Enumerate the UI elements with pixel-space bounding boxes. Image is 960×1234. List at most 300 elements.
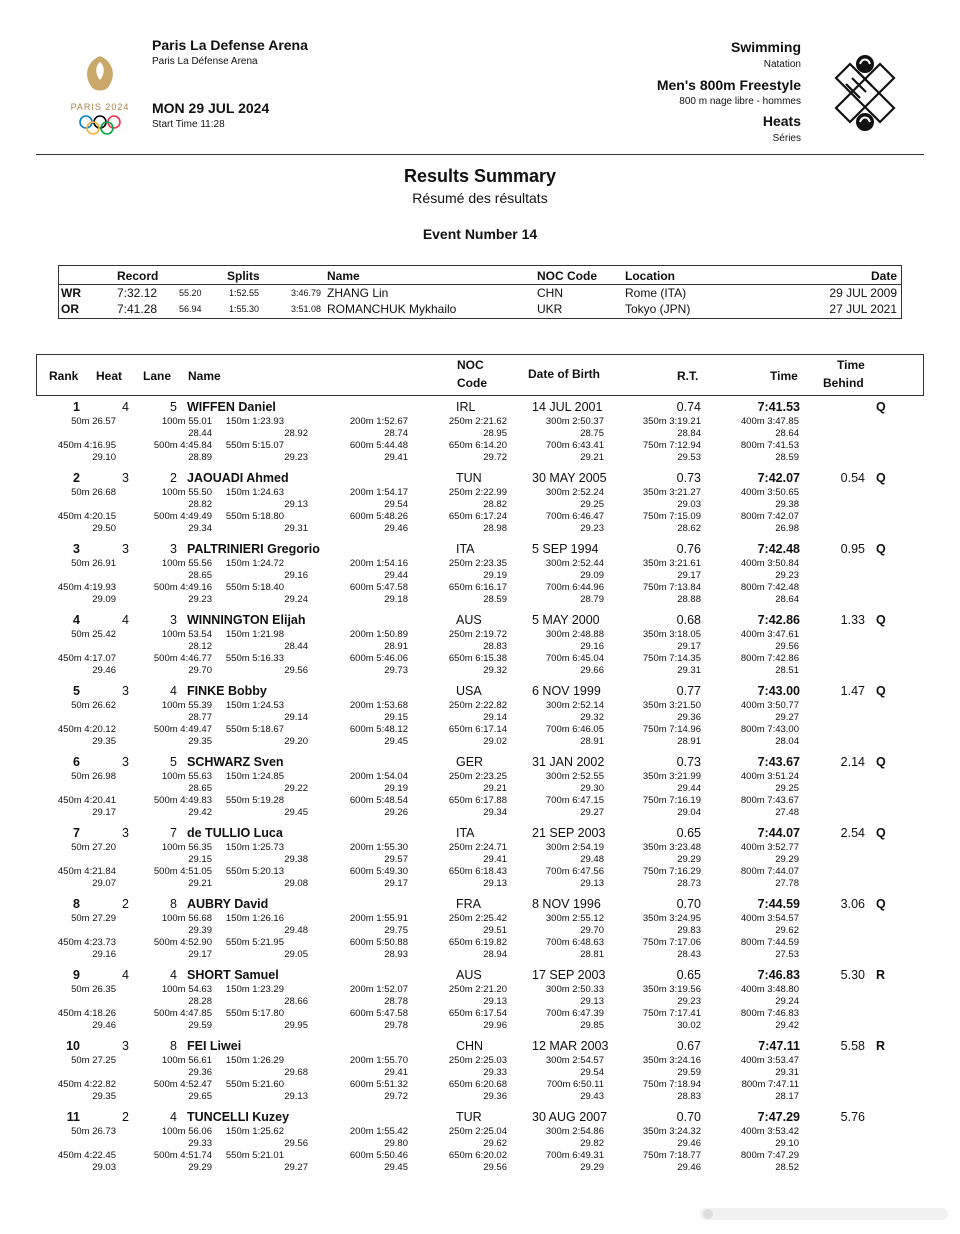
- lap-time: 28.44: [284, 641, 308, 652]
- qualification-mark: Q: [876, 755, 886, 769]
- records-table: [58, 265, 902, 319]
- lap-time: 29.27: [580, 807, 604, 818]
- final-time: 7:46.83: [757, 968, 800, 982]
- athlete-name: JAOUADI Ahmed: [187, 471, 289, 485]
- date-of-birth: 30 MAY 2005: [532, 471, 607, 485]
- lap-time: 29.03: [677, 499, 701, 510]
- record-date: 27 JUL 2021: [829, 302, 897, 316]
- split-time: 650m 6:17.14: [448, 724, 507, 735]
- split-time: 350m 3:21.99: [642, 771, 701, 782]
- split-time: 50m 26.91: [71, 558, 116, 569]
- records-header-date: Date: [870, 269, 897, 283]
- split-time: 350m 3:18.05: [642, 629, 701, 640]
- split-time: 100m 55.39: [161, 700, 212, 711]
- lap-time: 29.83: [677, 925, 701, 936]
- lap-time: 29.53: [677, 452, 701, 463]
- records-header-location: Location: [625, 269, 675, 283]
- col-lane: Lane: [143, 369, 172, 383]
- split-time: 600m 5:44.48: [349, 440, 408, 451]
- final-time: 7:43.67: [757, 755, 800, 769]
- lap-time: 29.50: [92, 523, 116, 534]
- lap-time: 29.31: [284, 523, 308, 534]
- reaction-time: 0.65: [676, 968, 701, 982]
- time-behind: 2.54: [840, 826, 865, 840]
- lap-time: 29.33: [483, 1067, 507, 1078]
- date-of-birth: 5 SEP 1994: [532, 542, 599, 556]
- record-noc: UKR: [537, 302, 563, 316]
- athlete-row: [0, 400, 960, 471]
- lap-time: 29.14: [483, 712, 507, 723]
- record-noc: CHN: [537, 286, 563, 300]
- split-time: 500m 4:49.47: [153, 724, 212, 735]
- split-time: 400m 3:50.77: [740, 700, 799, 711]
- date-of-birth: 31 JAN 2002: [532, 755, 605, 769]
- lane: 2: [170, 471, 177, 485]
- split-time: 800m 7:42.07: [740, 511, 799, 522]
- lap-time: 29.04: [677, 807, 701, 818]
- page-title-fr: Résumé des résultats: [412, 190, 548, 206]
- split-time: 800m 7:42.48: [740, 582, 799, 593]
- lap-time: 29.59: [677, 1067, 701, 1078]
- athlete-name: FEI Liwei: [187, 1039, 242, 1053]
- lap-time: 29.13: [483, 878, 507, 889]
- split-time: 400m 3:54.57: [740, 913, 799, 924]
- lap-time: 28.82: [483, 499, 507, 510]
- lap-time: 28.28: [188, 996, 212, 1007]
- lap-time: 29.31: [677, 665, 701, 676]
- split-time: 250m 2:21.62: [448, 416, 507, 427]
- rank: 9: [73, 968, 80, 982]
- split-time: 750m 7:18.77: [642, 1150, 701, 1161]
- lap-time: 29.72: [483, 452, 507, 463]
- lap-time: 29.05: [284, 949, 308, 960]
- qualification-mark: R: [876, 1039, 886, 1053]
- lap-time: 29.59: [188, 1020, 212, 1031]
- lap-time: 29.46: [677, 1162, 701, 1173]
- lane: 8: [170, 1039, 177, 1053]
- split-time: 800m 7:42.86: [740, 653, 799, 664]
- split-time: 300m 2:55.12: [545, 913, 604, 924]
- split-time: 100m 56.06: [161, 1126, 212, 1137]
- split-time: 50m 27.29: [71, 913, 116, 924]
- lap-time: 28.44: [188, 428, 212, 439]
- split-time: 600m 5:46.06: [349, 653, 408, 664]
- lap-time: 28.43: [677, 949, 701, 960]
- noc-code: AUS: [456, 968, 482, 982]
- lap-time: 28.78: [384, 996, 408, 1007]
- lap-time: 29.70: [188, 665, 212, 676]
- lap-time: 29.45: [284, 807, 308, 818]
- split-time: 150m 1:26.29: [225, 1055, 284, 1066]
- lap-time: 29.13: [284, 499, 308, 510]
- lap-time: 29.62: [483, 1138, 507, 1149]
- athlete-name: SHORT Samuel: [187, 968, 279, 982]
- lap-time: 29.19: [384, 783, 408, 794]
- split-time: 300m 2:54.57: [545, 1055, 604, 1066]
- lap-time: 29.30: [580, 783, 604, 794]
- split-time: 750m 7:14.35: [642, 653, 701, 664]
- time-behind: 0.95: [840, 542, 865, 556]
- lap-time: 29.29: [775, 854, 799, 865]
- split-time: 700m 6:45.04: [545, 653, 604, 664]
- lap-time: 29.15: [188, 854, 212, 865]
- split-time: 200m 1:52.07: [349, 984, 408, 995]
- lap-time: 29.96: [483, 1020, 507, 1031]
- page-title: Results Summary: [403, 166, 557, 186]
- lap-time: 28.83: [677, 1091, 701, 1102]
- split-time: 600m 5:47.58: [349, 1008, 408, 1019]
- footer-watermark: [700, 1204, 948, 1224]
- athlete-name: WIFFEN Daniel: [187, 400, 276, 414]
- sport-name-fr: Natation: [763, 59, 801, 70]
- col-rt: R.T.: [677, 369, 699, 383]
- split-time: 250m 2:21.20: [448, 984, 507, 995]
- lap-time: 29.23: [188, 594, 212, 605]
- qualification-mark: Q: [876, 471, 886, 485]
- record-name: ROMANCHUK Mykhailo: [327, 302, 457, 316]
- split-time: 50m 26.62: [71, 700, 116, 711]
- lap-time: 29.16: [284, 570, 308, 581]
- split-time: 250m 2:24.71: [448, 842, 507, 853]
- record-location: Tokyo (JPN): [625, 302, 691, 316]
- heat: 2: [122, 897, 129, 911]
- split-time: 350m 3:19.21: [642, 416, 701, 427]
- lap-time: 28.88: [677, 594, 701, 605]
- date-of-birth: 14 JUL 2001: [532, 400, 603, 414]
- split-time: 650m 6:17.88: [448, 795, 507, 806]
- split-time: 800m 7:43.00: [740, 724, 799, 735]
- lap-time: 29.66: [580, 665, 604, 676]
- final-time: 7:47.29: [757, 1110, 800, 1124]
- split-time: 200m 1:52.67: [349, 416, 408, 427]
- lap-time: 29.62: [775, 925, 799, 936]
- athlete-name: de TULLIO Luca: [187, 826, 283, 840]
- noc-code: AUS: [456, 613, 482, 627]
- lap-time: 29.20: [284, 736, 308, 747]
- col-behind-line1: Time: [837, 358, 865, 372]
- col-noc-line2: Code: [457, 376, 487, 390]
- split-time: 500m 4:45.84: [153, 440, 212, 451]
- records-header-divider: [59, 284, 901, 285]
- records-header-splits: Splits: [227, 269, 260, 283]
- lap-time: 29.48: [284, 925, 308, 936]
- lane: 5: [170, 755, 177, 769]
- split-time: 800m 7:46.83: [740, 1008, 799, 1019]
- time-behind: 5.30: [840, 968, 865, 982]
- lap-time: 29.56: [284, 665, 308, 676]
- swimming-pictogram-icon: [822, 50, 908, 136]
- lap-time: 29.48: [580, 854, 604, 865]
- lap-time: 29.44: [677, 783, 701, 794]
- split-time: 550m 5:20.13: [225, 866, 284, 877]
- rank: 4: [73, 613, 80, 627]
- lap-time: 29.29: [580, 1162, 604, 1173]
- split-time: 400m 3:47.85: [740, 416, 799, 427]
- lap-time: 29.13: [483, 996, 507, 1007]
- reaction-time: 0.70: [676, 897, 701, 911]
- split-time: 650m 6:15.38: [448, 653, 507, 664]
- lap-time: 29.24: [775, 996, 799, 1007]
- lap-time: 28.52: [775, 1162, 799, 1173]
- split-time: 100m 56.61: [161, 1055, 212, 1066]
- split-time: 700m 6:43.41: [545, 440, 604, 451]
- qualification-mark: Q: [876, 826, 886, 840]
- split-time: 350m 3:24.16: [642, 1055, 701, 1066]
- lap-time: 29.46: [384, 523, 408, 534]
- record-s3: 3:51.08: [291, 304, 322, 314]
- lap-time: 28.81: [580, 949, 604, 960]
- noc-code: GER: [456, 755, 484, 769]
- lap-time: 29.70: [580, 925, 604, 936]
- split-time: 150m 1:25.73: [225, 842, 284, 853]
- lap-time: 29.75: [384, 925, 408, 936]
- rank: 3: [73, 542, 80, 556]
- split-time: 500m 4:51.05: [153, 866, 212, 877]
- lap-time: 29.42: [188, 807, 212, 818]
- lap-time: 29.21: [188, 878, 212, 889]
- split-time: 350m 3:24.95: [642, 913, 701, 924]
- lap-time: 27.48: [775, 807, 799, 818]
- col-heat: Heat: [96, 369, 123, 383]
- split-time: 750m 7:12.94: [642, 440, 701, 451]
- final-time: 7:43.00: [757, 684, 800, 698]
- split-time: 550m 5:19.28: [225, 795, 284, 806]
- final-time: 7:42.07: [757, 471, 800, 485]
- event-name-fr: 800 m nage libre - hommes: [679, 96, 801, 107]
- split-time: 150m 1:24.63: [225, 487, 284, 498]
- record-s1: 55.20: [179, 288, 202, 298]
- reaction-time: 0.65: [676, 826, 701, 840]
- split-time: 250m 2:23.25: [448, 771, 507, 782]
- lap-time: 28.65: [188, 570, 212, 581]
- split-time: 100m 55.50: [161, 487, 212, 498]
- split-time: 150m 1:24.53: [225, 700, 284, 711]
- split-time: 750m 7:14.96: [642, 724, 701, 735]
- event-name: Men's 800m Freestyle: [656, 77, 801, 93]
- reaction-time: 0.76: [676, 542, 701, 556]
- lap-time: 29.46: [92, 1020, 116, 1031]
- lap-time: 28.12: [188, 641, 212, 652]
- split-time: 50m 26.98: [71, 771, 116, 782]
- split-time: 550m 5:21.60: [225, 1079, 284, 1090]
- lane: 3: [170, 542, 177, 556]
- split-time: 300m 2:48.88: [545, 629, 604, 640]
- reaction-time: 0.73: [676, 755, 701, 769]
- split-time: 450m 4:22.45: [57, 1150, 116, 1161]
- split-time: 300m 2:52.44: [545, 558, 604, 569]
- split-time: 650m 6:19.82: [448, 937, 507, 948]
- lap-time: 29.15: [384, 712, 408, 723]
- rank: 8: [73, 897, 80, 911]
- lap-time: 29.22: [284, 783, 308, 794]
- split-time: 650m 6:20.02: [448, 1150, 507, 1161]
- date-of-birth: 17 SEP 2003: [532, 968, 606, 982]
- split-time: 700m 6:48.63: [545, 937, 604, 948]
- date-of-birth: 12 MAR 2003: [532, 1039, 609, 1053]
- heat: 3: [122, 471, 129, 485]
- noc-code: ITA: [456, 826, 475, 840]
- split-time: 750m 7:16.29: [642, 866, 701, 877]
- record-type: WR: [61, 286, 81, 300]
- athlete-row: [0, 897, 960, 968]
- record-date: 29 JUL 2009: [829, 286, 897, 300]
- noc-code: CHN: [456, 1039, 484, 1053]
- col-rank: Rank: [49, 369, 79, 383]
- lap-time: 29.56: [483, 1162, 507, 1173]
- split-time: 400m 3:50.84: [740, 558, 799, 569]
- lap-time: 29.85: [580, 1020, 604, 1031]
- lap-time: 29.73: [384, 665, 408, 676]
- split-time: 450m 4:22.82: [57, 1079, 116, 1090]
- split-time: 450m 4:16.95: [57, 440, 116, 451]
- lap-time: 29.17: [677, 570, 701, 581]
- lap-time: 28.94: [483, 949, 507, 960]
- lap-time: 29.78: [384, 1020, 408, 1031]
- split-time: 400m 3:52.77: [740, 842, 799, 853]
- split-time: 500m 4:46.77: [153, 653, 212, 664]
- split-time: 400m 3:53.47: [740, 1055, 799, 1066]
- split-time: 650m 6:17.24: [448, 511, 507, 522]
- heat: 2: [122, 1110, 129, 1124]
- split-time: 200m 1:54.16: [349, 558, 408, 569]
- lap-time: 29.31: [775, 1067, 799, 1078]
- split-time: 100m 55.56: [161, 558, 212, 569]
- split-time: 200m 1:55.42: [349, 1126, 408, 1137]
- date-of-birth: 6 NOV 1999: [532, 684, 601, 698]
- phase-name: Heats: [762, 113, 801, 129]
- noc-code: TUR: [456, 1110, 482, 1124]
- qualification-mark: Q: [876, 897, 886, 911]
- split-time: 200m 1:54.04: [349, 771, 408, 782]
- split-time: 750m 7:18.94: [642, 1079, 701, 1090]
- record-name: ZHANG Lin: [327, 286, 389, 300]
- split-time: 500m 4:47.85: [153, 1008, 212, 1019]
- lap-time: 29.34: [483, 807, 507, 818]
- heat: 3: [122, 684, 129, 698]
- lap-time: 29.82: [580, 1138, 604, 1149]
- split-time: 50m 25.42: [71, 629, 116, 640]
- noc-code: IRL: [456, 400, 476, 414]
- split-time: 50m 26.35: [71, 984, 116, 995]
- lap-time: 28.83: [483, 641, 507, 652]
- lap-time: 29.35: [92, 736, 116, 747]
- split-time: 200m 1:55.70: [349, 1055, 408, 1066]
- lane: 3: [170, 613, 177, 627]
- lap-time: 29.13: [284, 1091, 308, 1102]
- lap-time: 28.93: [384, 949, 408, 960]
- lap-time: 28.59: [775, 452, 799, 463]
- split-time: 200m 1:53.68: [349, 700, 408, 711]
- start-time: Start Time 11:28: [152, 119, 225, 130]
- split-time: 700m 6:46.47: [545, 511, 604, 522]
- athlete-row: [0, 826, 960, 897]
- split-time: 300m 2:50.33: [545, 984, 604, 995]
- split-time: 100m 56.35: [161, 842, 212, 853]
- final-time: 7:44.59: [757, 897, 800, 911]
- athlete-row: [0, 968, 960, 1039]
- rank: 2: [73, 471, 80, 485]
- split-time: 700m 6:49.31: [545, 1150, 604, 1161]
- split-time: 550m 5:18.67: [225, 724, 284, 735]
- athlete-name: AUBRY David: [187, 897, 269, 911]
- lap-time: 29.54: [384, 499, 408, 510]
- split-time: 250m 2:25.04: [448, 1126, 507, 1137]
- split-time: 300m 2:52.55: [545, 771, 604, 782]
- lap-time: 29.95: [284, 1020, 308, 1031]
- split-time: 750m 7:15.09: [642, 511, 701, 522]
- split-time: 650m 6:16.17: [448, 582, 507, 593]
- lap-time: 28.91: [580, 736, 604, 747]
- record-s3: 3:46.79: [291, 288, 322, 298]
- lap-time: 29.23: [284, 452, 308, 463]
- split-time: 400m 3:50.65: [740, 487, 799, 498]
- col-name: Name: [188, 369, 221, 383]
- split-time: 150m 1:24.72: [225, 558, 284, 569]
- lap-time: 29.17: [677, 641, 701, 652]
- time-behind: 2.14: [840, 755, 865, 769]
- split-time: 50m 26.73: [71, 1126, 116, 1137]
- split-time: 700m 6:47.39: [545, 1008, 604, 1019]
- lap-time: 29.43: [580, 1091, 604, 1102]
- split-time: 250m 2:23.35: [448, 558, 507, 569]
- athlete-row: [0, 613, 960, 684]
- lap-time: 28.66: [284, 996, 308, 1007]
- split-time: 250m 2:22.99: [448, 487, 507, 498]
- time-behind: 1.47: [840, 684, 865, 698]
- lap-time: 28.51: [775, 665, 799, 676]
- lap-time: 29.38: [284, 854, 308, 865]
- split-time: 600m 5:47.58: [349, 582, 408, 593]
- heat: 3: [122, 755, 129, 769]
- lap-time: 29.08: [284, 878, 308, 889]
- split-time: 250m 2:22.82: [448, 700, 507, 711]
- svg-text:PARIS 2024: PARIS 2024: [70, 102, 130, 112]
- lap-time: 28.65: [188, 783, 212, 794]
- lap-time: 27.78: [775, 878, 799, 889]
- noc-code: ITA: [456, 542, 475, 556]
- heat: 4: [122, 400, 129, 414]
- record-s2: 1:55.30: [229, 304, 260, 314]
- lap-time: 29.26: [384, 807, 408, 818]
- lap-time: 29.18: [384, 594, 408, 605]
- lane: 4: [170, 968, 177, 982]
- time-behind: 3.06: [840, 897, 865, 911]
- split-time: 250m 2:25.42: [448, 913, 507, 924]
- athlete-row: [0, 471, 960, 542]
- lap-time: 29.23: [775, 570, 799, 581]
- date-of-birth: 30 AUG 2007: [532, 1110, 608, 1124]
- lap-time: 29.36: [677, 712, 701, 723]
- records-header-name: Name: [327, 269, 360, 283]
- lap-time: 29.36: [483, 1091, 507, 1102]
- record-s1: 56.94: [179, 304, 202, 314]
- lap-time: 29.23: [677, 996, 701, 1007]
- heat: 3: [122, 826, 129, 840]
- split-time: 750m 7:17.06: [642, 937, 701, 948]
- lap-time: 29.32: [580, 712, 604, 723]
- final-time: 7:41.53: [757, 400, 800, 414]
- lap-time: 28.64: [775, 428, 799, 439]
- split-time: 450m 4:17.07: [57, 653, 116, 664]
- venue-title: Paris La Defense Arena: [152, 37, 308, 53]
- split-time: 150m 1:21.98: [225, 629, 284, 640]
- lap-time: 29.17: [384, 878, 408, 889]
- split-time: 100m 53.54: [161, 629, 212, 640]
- split-time: 600m 5:50.46: [349, 1150, 408, 1161]
- split-time: 300m 2:50.37: [545, 416, 604, 427]
- split-time: 800m 7:47.11: [741, 1079, 799, 1090]
- final-time: 7:42.86: [757, 613, 800, 627]
